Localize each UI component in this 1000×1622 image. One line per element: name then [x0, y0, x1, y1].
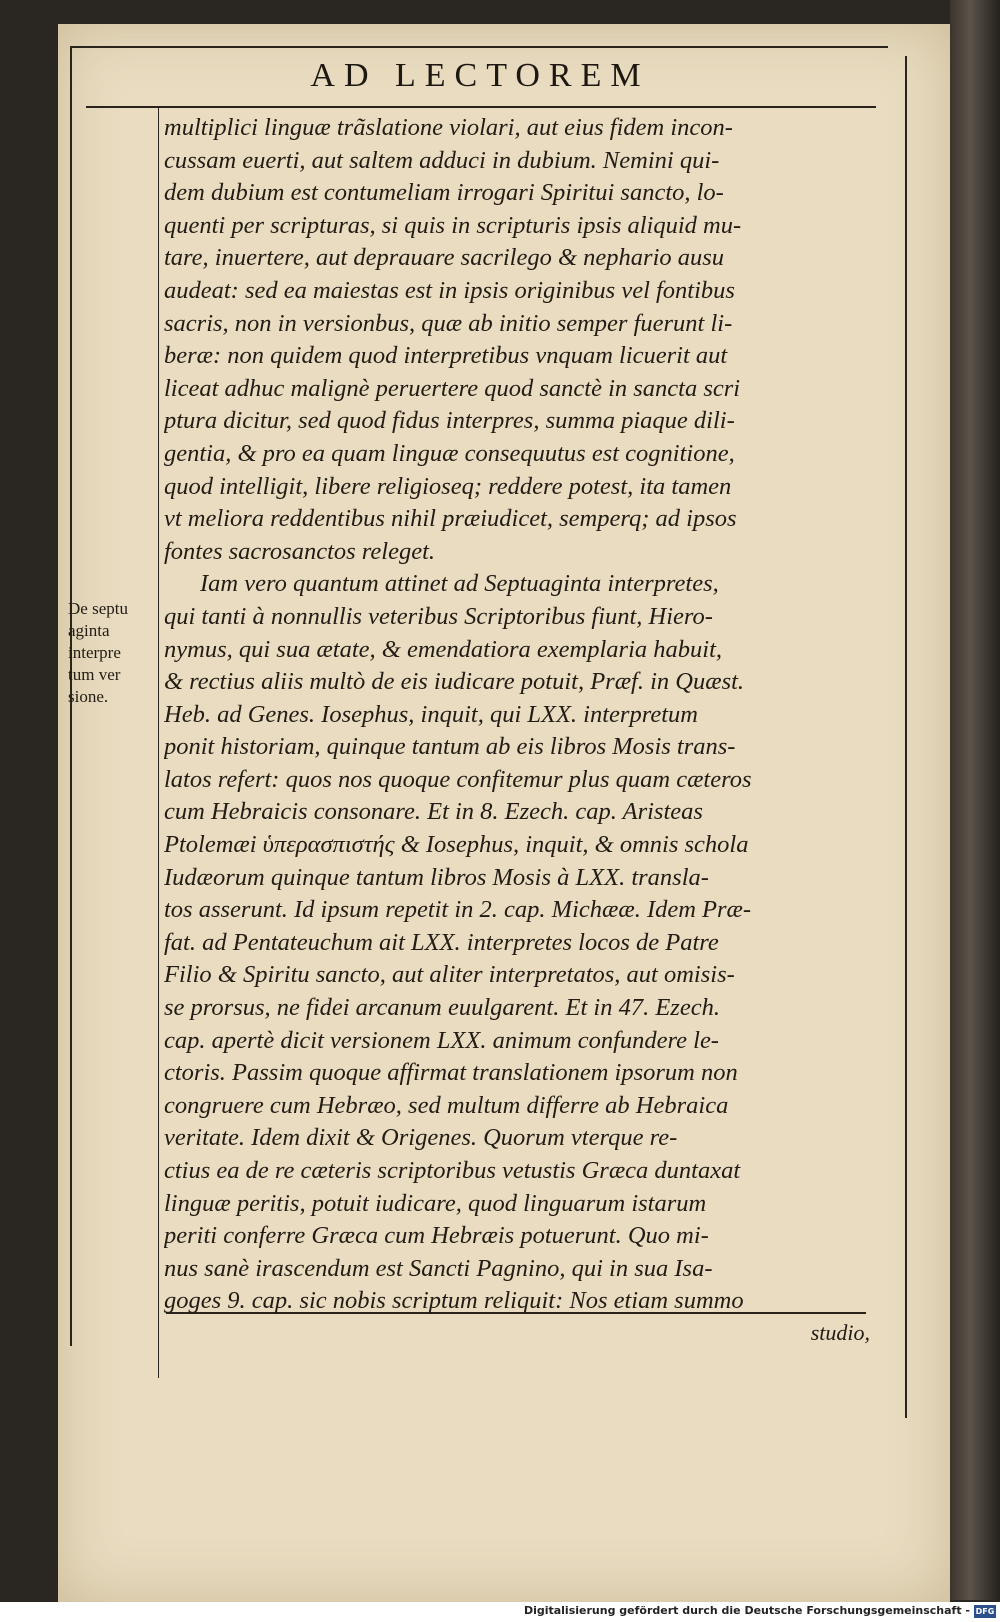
catchword: studio,: [810, 1320, 870, 1345]
text-line: linguæ peritis, potuit iudicare, quod linguarum istarum: [164, 1189, 707, 1217]
footer-credit: Digitalisierung gefördert durch die Deutsche Forschungsgemeinschaft -: [523, 1604, 970, 1617]
text-line: nus sanè irascendum est Sancti Pagnino, qui in sua Isa-: [164, 1254, 713, 1282]
text-line: Ptolemæi ὑπερασπιστής & Iosephus, inquit, & omnis schola: [164, 831, 749, 859]
head-rule: [86, 106, 876, 108]
right-frame-rule: [905, 56, 907, 1418]
text-line: audeat: sed ea maiestas est in ipsis originibus vel fontibus: [164, 276, 735, 304]
marginal-note-line: aginta: [68, 621, 110, 640]
text-line: & rectius aliis multò de eis iudicare potuit, Præf. in Quæst.: [164, 668, 745, 696]
text-line: Iudæorum quinque tantum libros Mosis à LXX. transla-: [164, 863, 709, 891]
text-line: beræ: non quidem quod interpretibus vnquam licuerit aut: [164, 342, 728, 370]
text-line: periti conferre Græca cum Hebræis potuerunt. Quo mi-: [164, 1222, 709, 1250]
text-line: dem dubium est contumeliam irrogari Spiritui sancto, lo-: [164, 179, 724, 207]
text-line: congruere cum Hebræo, sed multum differre ab Hebraica: [164, 1091, 729, 1119]
dfg-logo: DFG: [975, 1607, 995, 1616]
text-line: latos refert: quos nos quoque confitemur plus quam cæteros: [164, 765, 752, 793]
top-rule: [70, 46, 888, 48]
text-line: cum Hebraicis consonare. Et in 8. Ezech. cap. Aristeas: [164, 798, 703, 826]
text-line: veritate. Idem dixit & Origenes. Quorum vterque re-: [164, 1124, 678, 1152]
text-line: liceat adhuc malignè peruertere quod sanctè in sancta scri: [164, 374, 741, 402]
text-line: tare, inuertere, aut deprauare sacrilego & nephario ausu: [164, 244, 725, 272]
running-head: AD LECTOREM: [310, 57, 650, 94]
marginal-note-line: interpre: [68, 643, 121, 662]
text-line: Filio & Spiritu sancto, aut aliter interpretatos, aut omisis-: [164, 961, 735, 989]
text-line: ponit historiam, quinque tantum ab eis libros Mosis trans-: [164, 733, 736, 761]
text-line: fontes sacrosanctos releget.: [164, 537, 436, 565]
text-line: goges 9. cap. sic nobis scriptum reliquit: Nos etiam summo: [164, 1287, 744, 1315]
text-line: nymus, qui sua ætate, & emendatiora exemplaria habuit,: [164, 635, 722, 663]
text-line: gentia, & pro ea quam linguæ consequutus est cognitione,: [164, 439, 735, 467]
text-line: ctoris. Passim quoque affirmat translationem ipsorum non: [164, 1059, 738, 1087]
text-line: qui tanti à nonnullis veteribus Scriptoribus fiunt, Hiero-: [164, 602, 713, 630]
book-edge: [950, 0, 1000, 1600]
text-line: cussam euerti, aut saltem adduci in dubium. Nemini qui-: [164, 146, 720, 174]
marginal-note-line: tum ver: [68, 665, 121, 684]
text-line: Heb. ad Genes. Iosephus, inquit, qui LXX. interpretum: [164, 700, 698, 728]
text-line: tos asserunt. Id ipsum repetit in 2. cap. Michææ. Idem Præ-: [164, 896, 752, 924]
body-text: [164, 112, 874, 1318]
text-line: multiplici linguæ trãslatione violari, aut eius fidem incon-: [164, 114, 733, 141]
marginal-note-line: sione.: [68, 687, 109, 706]
text-line: cap. apertè dicit versionem LXX. animum confundere le-: [164, 1026, 719, 1054]
text-line: se prorsus, ne fidei arcanum euulgarent. Et in 47. Ezech.: [164, 994, 720, 1022]
text-line: sacris, non in versionbus, quæ ab initio semper fuerunt li-: [164, 309, 733, 337]
text-line: ptura dicitur, sed quod fidus interpres, summa piaque dili-: [164, 407, 735, 435]
text-line: ctius ea de re cæteris scriptoribus vetustis Græca duntaxat: [164, 1157, 741, 1184]
marginal-note-line: De septu: [68, 599, 128, 618]
text-line: fat. ad Pentateuchum ait LXX. interpretes locos de Patre: [164, 928, 719, 956]
marginal-note: [68, 598, 152, 708]
text-column-rule: [158, 108, 159, 1378]
text-line: vt meliora reddentibus nihil præiudicet, semperq; ad ipsos: [164, 505, 737, 533]
text-line: Iam vero quantum attinet ad Septuaginta interpretes,: [200, 570, 719, 598]
text-line: quod intelligit, libere religioseq; reddere potest, ita tamen: [164, 472, 732, 500]
text-line: quenti per scripturas, si quis in scripturis ipsis aliquid mu-: [164, 211, 742, 239]
